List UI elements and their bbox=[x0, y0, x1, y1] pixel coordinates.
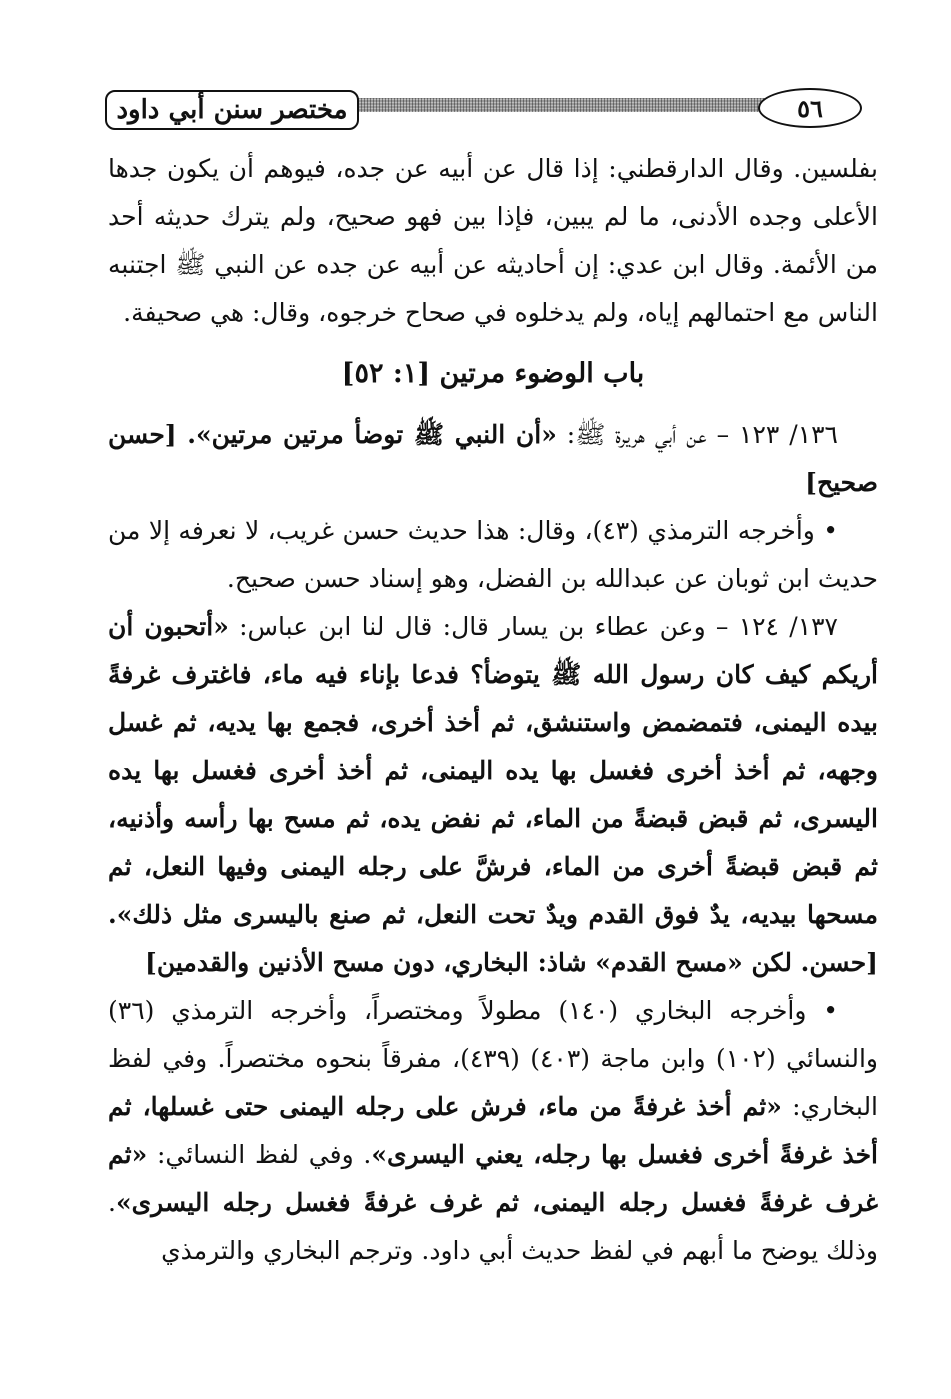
paragraph-continuation: بفلسين. وقال الدارقطني: إذا قال عن أبيه عن جده، فيوهم أن يكون جدها الأعلى وجده الأدنى، ما لم يبين، فإذا بين فهو صحيح، ولم يترك حديثه أحد من الأئمة. وقال ابن عدي: إن أحاديثه عن أبيه عن جده عن النبي ﷺ اجتنبه الناس مع احتمالهم إياه، ولم يدخلوه في صحاح خرجوه، وقال: هي صحيفة. bbox=[108, 154, 878, 327]
note-part-d: «ثم غرف غرفةً فغسل رجله اليمنى، ثم غرف غرفةً فغسل رجله اليسرى» bbox=[108, 1140, 878, 1217]
page-number: ٥٦ bbox=[758, 88, 862, 128]
hadith-136 bbox=[108, 411, 878, 507]
book-title: مختصر سنن أبي داود bbox=[105, 90, 359, 130]
chapter-heading: باب الوضوء مرتين [١: ٥٢] bbox=[341, 358, 645, 389]
hadith-137-text: «أتحبون أن أريكم كيف كان رسول الله ﷺ يتوضأ؟ فدعا بإناء فيه ماء، فاغترف غرفةً بيده اليمنى، فتمضمض واستنشق، ثم أخذ أخرى، فجمع بها يديه، ثم غسل وجهه، ثم أخذ أخرى فغسل بها يده اليمنى، ثم أخذ أخرى فغسل بها يده اليسرى، ثم قبض قبضةً من الماء، ثم نفض يده، ثم مسح بها رأسه وأذنيه، ثم قبض قبضةً أخرى من الماء، فرشَّ على رجله اليمنى وفيها النعل، ثم مسحها بيديه، يدٌ فوق القدم ويدٌ تحت النعل، ثم صنع باليسرى مثل ذلك». [حسن. لكن «مسح القدم» شاذ: البخاري، دون مسح الأذنين والقدمين] bbox=[108, 612, 878, 977]
note-part-b: «ثم أخذ غرفةً من ماء، فرش على رجله اليمنى حتى غسلها، ثم أخذ غرفةً أخرى فغسل بها رجله، يعني اليسرى» bbox=[108, 1092, 878, 1169]
hadith-136-note: • وأخرجه الترمذي (٤٣)، وقال: هذا حديث حسن غريب، لا نعرفه إلا من حديث ابن ثوبان عن عبدالله بن الفضل، وهو إسناد حسن صحيح. bbox=[108, 516, 878, 593]
hadith-137 bbox=[108, 603, 878, 987]
hadith-136-text: «أن النبي ﷺ توضأ مرتين مرتين». [حسن صحيح] bbox=[108, 420, 878, 497]
note-part-e: . وذلك يوضح ما أبهم في لفظ حديث أبي داود. وترجم البخاري والترمذي bbox=[108, 1188, 878, 1265]
page-header bbox=[100, 88, 890, 138]
note-part-a: • وأخرجه البخاري (١٤٠) مطولاً ومختصراً، وأخرجه الترمذي (٣٦) والنسائي (١٠٢) وابن ماجة (٤٠٣) (٤٣٩)، مفرقاً بنحوه مختصراً. وفي لفظ البخاري: bbox=[108, 996, 879, 1121]
hadith-136-number: ١٣٦/ ١٢٣ – عن أبي هريرة ﷺ: bbox=[556, 420, 838, 449]
page-body bbox=[108, 145, 878, 1275]
hadith-137-number: ١٣٧/ ١٢٤ – وعن عطاء بن يسار قال: قال لنا ابن عباس: bbox=[228, 612, 838, 641]
hadith-137-note bbox=[108, 987, 878, 1275]
note-part-c: . وفي لفظ النسائي: bbox=[147, 1140, 372, 1169]
